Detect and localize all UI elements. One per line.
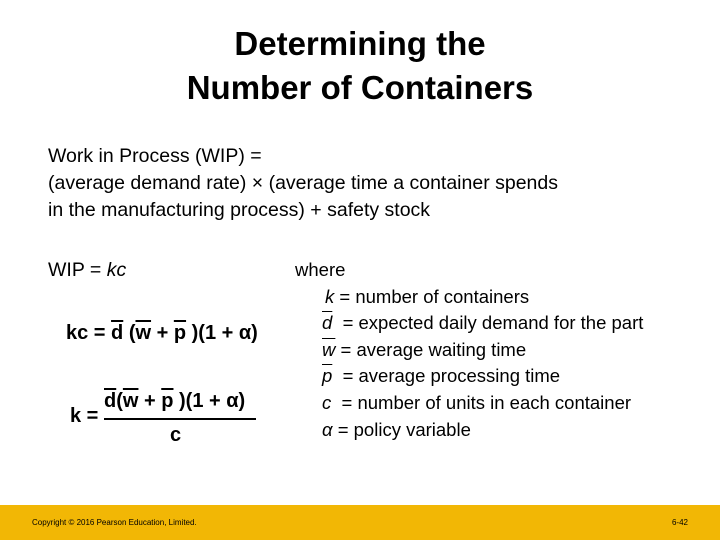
formula1-close: )(1 + α) — [186, 322, 258, 344]
fraction-bar — [104, 418, 256, 420]
definition-p — [295, 363, 643, 390]
symbol-alpha: α — [322, 418, 333, 440]
footer-bar — [0, 505, 720, 540]
definition-w — [295, 337, 643, 364]
wip-definition — [48, 143, 688, 224]
symbol-w-bar: $\overline{w}$ — [322, 338, 336, 360]
formula2-lhs: k = — [70, 405, 99, 427]
formula2-w-bar: $\overline{w}$ — [122, 390, 139, 412]
page-number: 6-42 — [671, 518, 688, 527]
symbol-d-bar: $\overline{d}$ — [322, 312, 333, 334]
definition-line-2: (average demand rate) × (average time a container spends — [48, 172, 558, 194]
where-heading: where — [295, 259, 346, 280]
title-line-1: Determining the — [234, 25, 486, 62]
formula2-close: )(1 + α) — [173, 390, 246, 412]
symbol-p-bar: $\overline{p}$ — [322, 365, 333, 387]
formula2-d-bar: $\overline{d}$ — [104, 390, 117, 412]
definition-alpha-text: = policy variable — [332, 418, 471, 440]
definition-w-text: = average waiting time — [335, 338, 527, 360]
definition-c — [295, 390, 643, 417]
symbol-k: k — [325, 285, 335, 307]
definition-k — [295, 284, 643, 311]
formula2-numerator — [104, 389, 245, 413]
formula2-denominator: c — [170, 424, 182, 446]
container-formula-product — [66, 321, 258, 345]
definition-alpha — [295, 417, 643, 444]
wip-equation-rhs: kc — [106, 259, 127, 281]
symbol-c: c — [322, 391, 332, 413]
formula1-plus: + — [151, 322, 174, 344]
footer-copyright: Copyright © 2016 Pearson Education, Limited. — [32, 518, 197, 527]
formula1-lhs: kc = — [66, 322, 112, 344]
formula1-p-bar: $\overline{p}$ — [173, 322, 187, 344]
formula1-w-bar: $\overline{w}$ — [135, 322, 152, 344]
definition-c-text: = number of units in each container — [331, 391, 632, 413]
wip-equation — [48, 257, 126, 283]
definition-line-3: in the manufacturing process) + safety stock — [48, 199, 431, 221]
formula2-plus: + — [138, 390, 162, 412]
definition-p-text: = average processing time — [332, 365, 561, 387]
formula2-open: ( — [116, 390, 123, 412]
definition-line-1: Work in Process (WIP) = — [48, 145, 262, 167]
title-line-2: Number of Containers — [186, 69, 534, 106]
slide-title — [0, 22, 720, 110]
variable-definitions — [295, 257, 643, 443]
formula1-d-bar: $\overline{d}$ — [111, 322, 124, 344]
formula1-open: ( — [123, 322, 136, 344]
wip-equation-lhs: WIP = — [48, 259, 107, 281]
definition-k-text: = number of containers — [334, 285, 530, 307]
definition-d — [295, 310, 643, 337]
definition-d-text: = expected daily demand for the part — [332, 312, 644, 334]
formula2-p-bar: $\overline{p}$ — [161, 390, 174, 412]
